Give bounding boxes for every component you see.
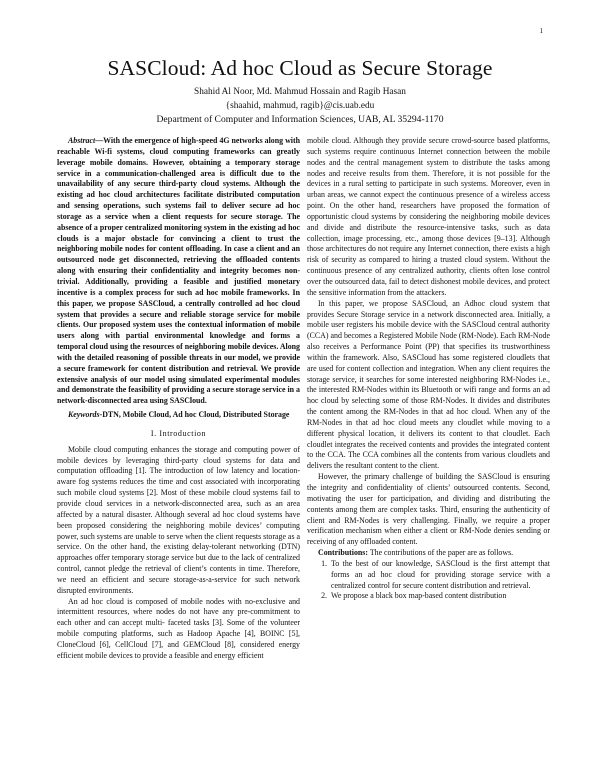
keywords-label: Keywords: [68, 410, 100, 420]
list-item: 1. To the best of our knowledge, SASCloud is the first attempt that forms an ad hoc cloud for providing storage service with a centralized control for secure content distribution and retrieval.: [329, 559, 550, 592]
paper-title: SASCloud: Ad hoc Cloud as Secure Storage: [107, 56, 493, 80]
intro-paragraph-4: In this paper, we propose SASCloud, an Adhoc cloud system that provides Secure Storage service in a network disconnected area. Initially, a mobile user registers his mobile device with the SASCloud central authority (CCA) and becomes a Registered Mobile Node (RM-Node). Each RM-Node also receives a Performance Point (PP) that specifies its trustworthiness within the framework. Also, SASCloud has some registered cloudlets that are used for content collection and integration. When any client requires the storage service, it searches for some interested neighboring RM-Nodes i.e., the interested RM-Nodes within its Bluetooth or wifi range and forms an ad hoc cloud by selecting some of those RM-Nodes. It divides and distributes the content among the RM-Nodes in that ad hoc cloud. When any of the RM-Nodes in that ad hoc cloud meets any cloudlet while moving to a different physical location, it delivers its content to that cloudlet. Each cloudlet integrates the received contents and provides the integrated content to the CCA. The CCA combines all the contents from various cloudlets and delivers the resultant content to the client.: [307, 298, 550, 471]
abstract: [57, 136, 300, 407]
right-column: [307, 136, 550, 602]
intro-paragraph-2: An ad hoc cloud is composed of mobile nodes with no-exclusive and intermittent resources, where nodes do not have any pre-commitment to each other and can accept multi- faceted tasks [3]. Some of the volunteer mobile computing platforms, such as Hadoop Apache [4], BOINC [5], CloneCloud [6], CellCloud [7], and GEMCloud [8], considered energy efficient mobile devices to provide a feasible and energy efficient: [57, 596, 300, 660]
contributions-label: Contributions:: [318, 548, 368, 558]
contributions-intro: [307, 548, 550, 559]
section-heading-introduction: I. Introduction: [150, 428, 207, 438]
author-list: Shahid Al Noor, Md. Mahmud Hossain and Ragib Hasan: [194, 87, 406, 97]
abstract-label: Abstract: [68, 136, 96, 145]
intro-paragraph-3: mobile cloud. Although they provide secure crowd-source based platforms, such systems require continuous Internet connection between the mobile nodes and the central management system to distribute the tasks among nodes and receive results from them. Therefore, it is not possible for the devices in a rural setting to participate in such systems. Moreover, even in urban areas, we cannot expect the continuous presence of a wireless access point. On the other hand, researchers have proposed the formation of opportunistic cloud systems by considering the neighboring mobile devices and divide and distribute the resource-intensive tasks, such as data collection, image processing, etc., among those devices [9–13]. Although those architectures do not require any Internet connection, there exists a high risk of security as compared to hiring a trusted cloud system. Without the continuous presence of any centralized authority, clients often lose control over the outsourced data, fail to detect dishonest mobile devices, and protect the sensitive information from the attackers.: [307, 136, 550, 297]
contributions-list: [307, 559, 550, 602]
abstract-text: —With the emergence of high-speed 4G networks along with reachable Wi-fi systems, cloud computing frameworks can greatly leverage mobile domains. However, obtaining a temporary storage service in a communication-challenged area is difficult due to the unavailability of any secure third-party cloud systems. Although the existing ad hoc cloud architectures facilitate distributed computation and sensing operations, such systems fail to deliver secure ad hoc storage as a service when a client requests for secure storage. The absence of a proper centralized monitoring system in the existing ad hoc clouds is a major obstacle for convincing a client to trust the neighboring mobile nodes for content offloading. In case a client and an outsourced node get disconnected, retrieving the offloaded contents along with ensuring their confidentiality and integrity becomes non-trivial. Additionally, providing a feasible and justified monetary incentive is a complex process for such ad hoc mobile frameworks. In this paper, we propose SASCloud, a centrally controlled ad hoc cloud system that provides a secure and reliable storage service for mobile clients. Our proposed system uses the contextual information of mobile users along with partial environmental knowledge and forms a temporal cloud using the resources of neighboring mobile devices. Along with the detailed reasoning of possible threats in our model, we provide a secure framework for content distribution and retrieval. We provide extensive analysis of our model using simulated experimental modules and demonstrate the feasibility of providing a secure storage service in a network-disconnected area using SASCloud.: [57, 136, 301, 406]
list-item: 2. We propose a black box map-based content distribution: [329, 591, 550, 602]
author-affiliation: Department of Computer and Information Sciences, UAB, AL 35294-1170: [156, 114, 444, 125]
author-emails: {shaahid, mahmud, ragib}@cis.uab.edu: [225, 101, 375, 111]
intro-paragraph-1: Mobile cloud computing enhances the storage and computing power of mobile devices by leveraging third-party cloud systems for data and computation offloading [1]. The introduction of low latency and location-aware fog systems reduces the time and cost associated with incorporating such mobile cloud systems [2]. Most of these mobile cloud systems fail to provide cloud services in a network-disconnected area, such as an area affected by a natural disaster. Although several ad hoc cloud systems have been proposed considering the neighboring mobile devices’ computing power, such systems are unable to serve when the client requests storage as a service. On the other hand, the existing delay-tolerant networking (DTN) approaches offer temporary storage service but due to the lack of centralized control, cannot pledge the retrieval of client’s contents in time. Therefore, we need an efficient and secure storage-as-a-service for such network disrupted environments.: [57, 444, 300, 595]
left-column: [57, 136, 300, 662]
intro-paragraph-5: However, the primary challenge of building the SASCloud is ensuring the integrity and confidentiality of clients’ outsourced contents. Second, motivating the user for participation, and dividing and distributing the contents among them are complex tasks. Third, ensuring the authenticity of client and RM-Nodes is very challenging. Finally, we require a proper verification mechanism when either a client or RM-Node denies sending or receiving of any offloaded content.: [307, 472, 550, 547]
keywords: [57, 410, 300, 421]
contributions-intro-text: The contributions of the paper are as follows.: [367, 548, 514, 558]
keywords-text: -DTN, Mobile Cloud, Ad hoc Cloud, Distributed Storage: [99, 410, 290, 420]
page-number: 1: [539, 27, 543, 35]
